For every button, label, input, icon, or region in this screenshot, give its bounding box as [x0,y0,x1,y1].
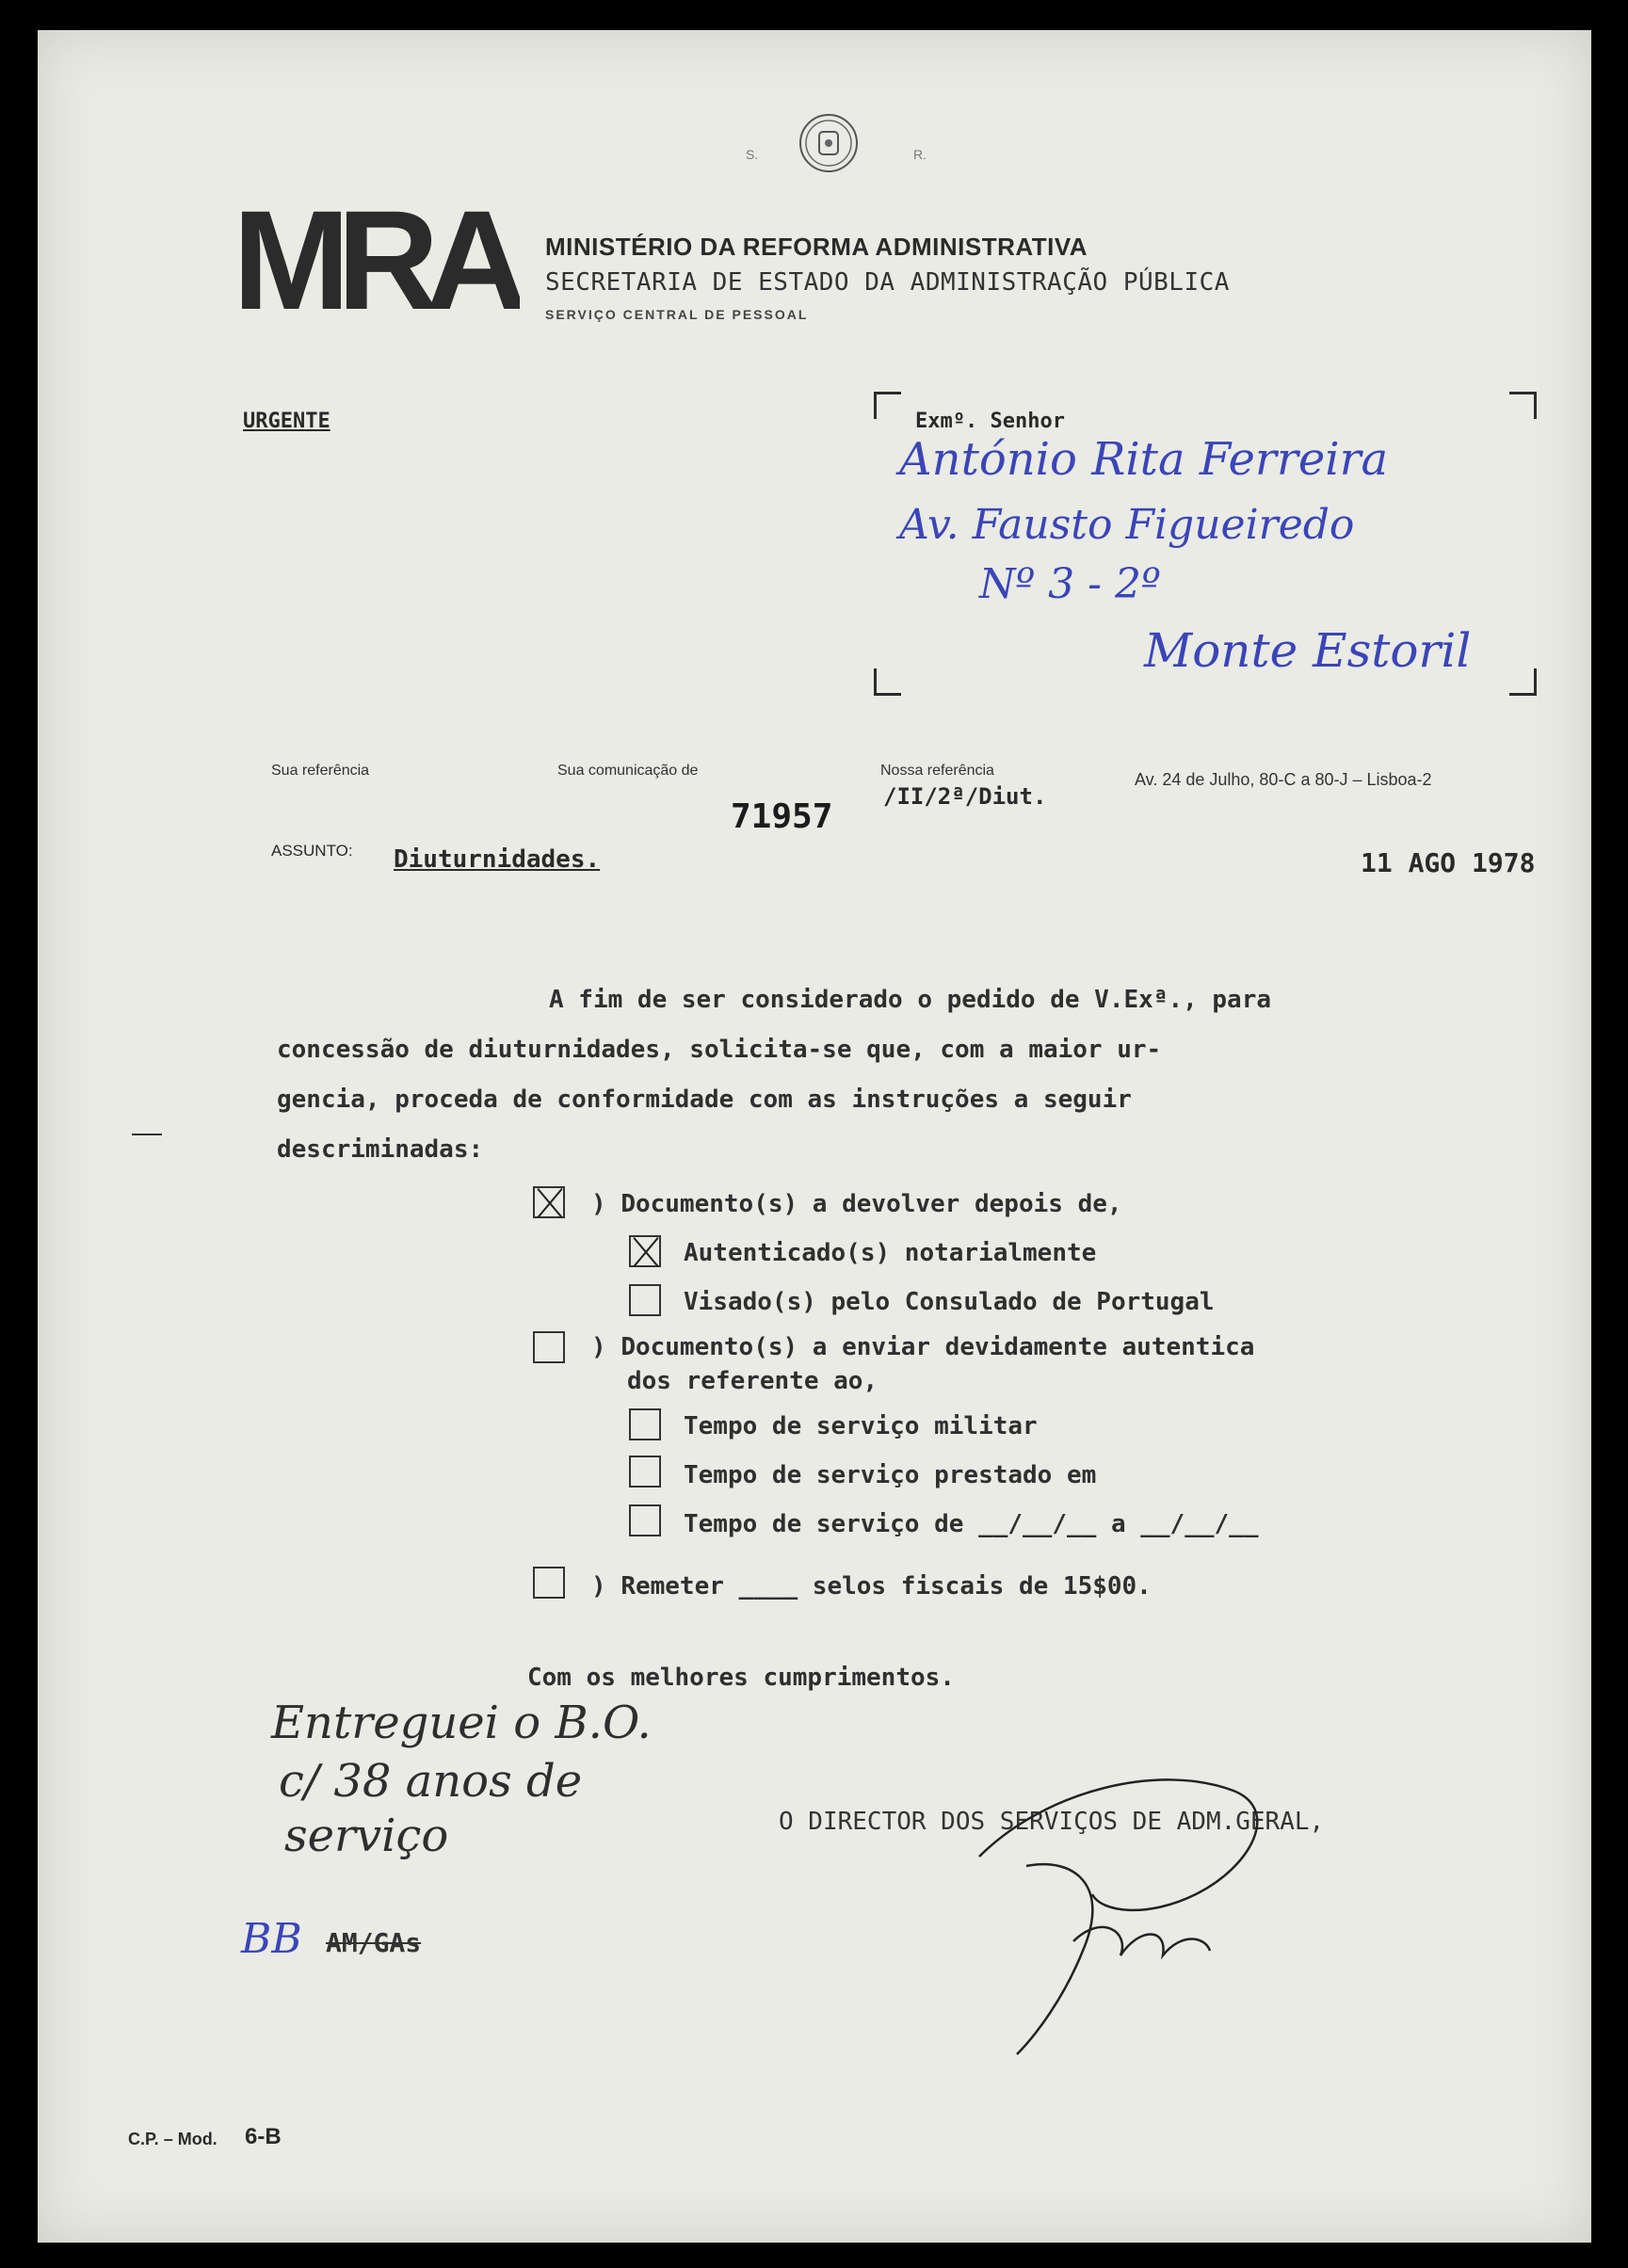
seal-right-letter: R. [913,147,927,162]
subject-label: ASSUNTO: [271,842,353,860]
checkbox-servico-militar[interactable] [629,1408,661,1440]
sua-comunicacao-label: Sua comunicação de [557,763,699,779]
service-name: SERVIÇO CENTRAL DE PESSOAL [545,307,809,322]
handwritten-note-line-3: serviço [284,1810,449,1862]
urgency-label: URGENTE [243,410,330,433]
subject-value: Diuturnidades. [394,845,601,874]
body-line-4: descriminadas: [277,1135,484,1164]
document-page: S. R. MRA MINISTÉRIO DA REFORMA ADMINISTRATIVA SECRETARIA DE ESTADO DA ADMINISTRAÇÃO PÚBLICA SERVIÇO CENTRAL DE PESSOAL URGENTE Exmº. Senhor António Rita Ferreira Av. Fausto Figueiredo Nº 3 - 2º Monte Estoril Sua referência Sua comunicação de Nossa referência Av. 24 de Julho, 80-C a 80-J – Lisboa-2 /II/2ª/Diut. 71957 ASSUNTO: Diuturnidades. 11 AGO 1978 A fim de ser considerado o pedido de V.Exª., para concessão de diuturnidades, solicita-se que, com a maior ur- gencia, proceda de conformidade com as instruções a seguir descriminadas: ) Documento(s) a devolver depois de, Autenticado(s) notarialmente Visado(s) pelo Consulado de Portugal ) Documento(s) a enviar devidamente autentica dos referente ao, Tempo de serviço militar Tempo de serviço prestado em Tempo de serviço de __/__/__ a __/__/__ ) Remeter ____ selos fiscais de 15$00. Com os melhores cumprimentos. Entreguei o B.O. c/ 38 anos de serviço O DIRECTOR DOS SERVIÇOS DE ADM.GERAL, BB AM/GAs C.P. – Mod. 6-B [38,30,1591,2243]
recipient-number: Nº 3 - 2º [979,560,1161,608]
handwritten-signature [970,1753,1271,2064]
sua-referencia-label: Sua referência [271,763,370,779]
form-code: C.P. – Mod. [128,2130,218,2148]
coat-of-arms-seal-icon [798,113,859,173]
address-corner-bottom-left [874,668,901,696]
nossa-referencia-value: /II/2ª/Diut. [883,783,1047,810]
item-documento-enviar: Documento(s) a enviar devidamente autentica [621,1333,1255,1361]
logo-text: MRA [233,207,515,318]
address-corner-top-left [874,392,901,419]
handwritten-note-line-2: c/ 38 anos de [279,1755,583,1808]
checkbox-visado[interactable] [629,1284,661,1316]
address-corner-bottom-right [1509,668,1537,696]
checkbox-servico-de[interactable] [629,1504,661,1536]
recipient-street: Av. Fausto Figueiredo [899,501,1355,549]
form-variant: 6-B [245,2124,282,2149]
body-line-3: gencia, proceda de conformidade com as instruções a seguir [277,1086,1132,1114]
item-servico-de: Tempo de serviço de __/__/__ a __/__/__ [684,1510,1259,1538]
ministry-name: MINISTÉRIO DA REFORMA ADMINISTRATIVA [545,233,1088,261]
signatory-title: O DIRECTOR DOS SERVIÇOS DE ADM.GERAL, [779,1808,1325,1836]
checkbox-documento-enviar[interactable] [533,1331,565,1363]
fold-mark [132,1134,162,1135]
checkbox-remeter-selos[interactable] [533,1567,565,1599]
recipient-city: Monte Estoril [1144,623,1472,678]
checkbox-servico-prestado[interactable] [629,1456,661,1488]
handwritten-note-line-1: Entreguei o B.O. [271,1697,652,1749]
item-servico-prestado: Tempo de serviço prestado em [684,1461,1097,1489]
checkbox-documento-devolver[interactable] [533,1186,565,1218]
date-stamp: 11 AGO 1978 [1361,847,1536,878]
body-line-2: concessão de diuturnidades, solicita-se que, com a maior ur- [277,1036,1162,1064]
item-autenticado: Autenticado(s) notarialmente [684,1239,1097,1267]
item-documento-enviar-cont: dos referente ao, [627,1367,878,1395]
recipient-salutation: Exmº. Senhor [915,410,1065,433]
closing-text: Com os melhores cumprimentos. [527,1664,955,1692]
office-address: Av. 24 de Julho, 80-C a 80-J – Lisboa-2 [1135,770,1432,789]
recipient-name: António Rita Ferreira [899,433,1389,486]
item-documento-devolver: Documento(s) a devolver depois de, [621,1190,1122,1218]
secretariat-name: SECRETARIA DE ESTADO DA ADMINISTRAÇÃO PÚBLICA [545,268,1230,297]
mra-logo [233,207,520,318]
seal-left-letter: S. [746,147,759,162]
checkbox-autenticado[interactable] [629,1235,661,1267]
item-remeter-selos: Remeter ____ selos fiscais de 15$00. [621,1572,1152,1600]
nossa-referencia-label: Nossa referência [880,763,994,779]
item-servico-militar: Tempo de serviço militar [684,1412,1038,1440]
body-line-1: A fim de ser considerado o pedido de V.Exª., para [549,986,1272,1014]
struck-initials: AM/GAs [326,1927,422,1958]
address-corner-top-right [1509,392,1537,419]
handwritten-initials: BB [241,1915,302,1963]
reference-number: 71957 [731,797,833,836]
item-visado: Visado(s) pelo Consulado de Portugal [684,1288,1215,1316]
